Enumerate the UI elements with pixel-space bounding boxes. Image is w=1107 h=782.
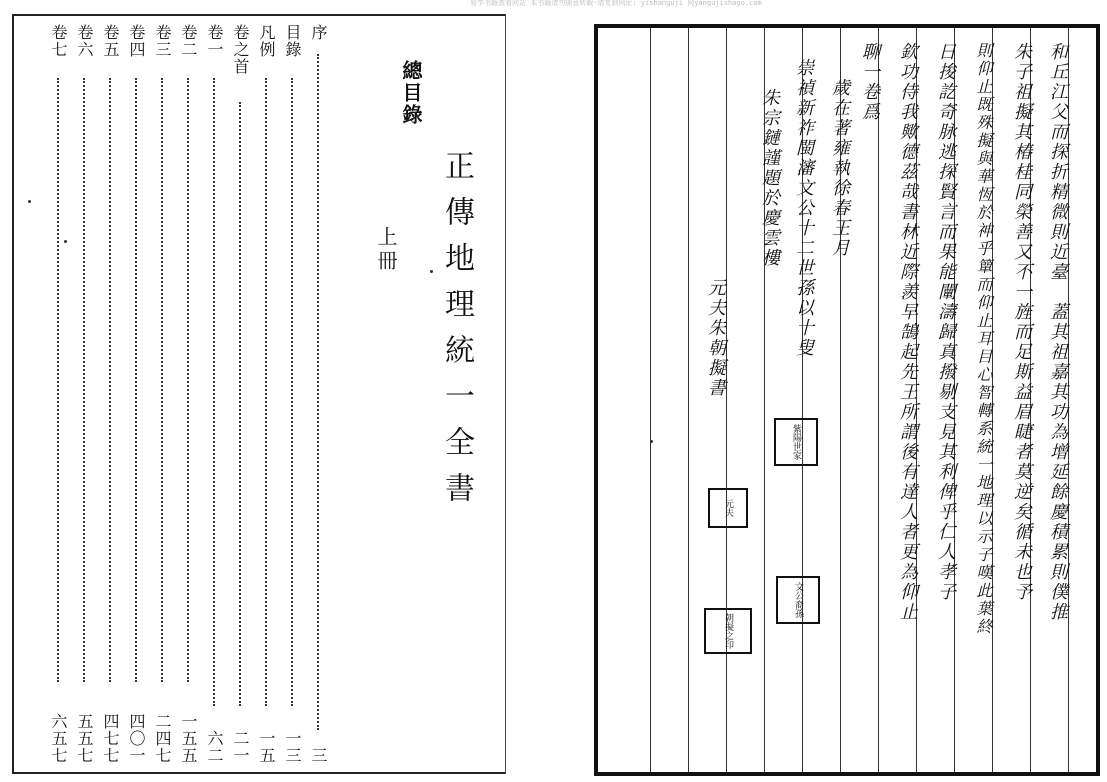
seal-stamp: 元夫 (708, 488, 748, 528)
seal-stamp: 朝擬之印 (704, 608, 752, 654)
toc-entry-page: 四七七 (101, 713, 120, 764)
preface-column: 聊一卷爲 (859, 42, 880, 122)
ink-speck (650, 440, 653, 443)
seal-stamp: 紫陽世家 (774, 418, 818, 466)
toc-entry-label: 目錄 (283, 24, 302, 58)
ink-speck (430, 270, 433, 273)
toc-entry-page: 六二 (205, 730, 224, 764)
preface-column: 和丘江父而探折精微則近臺 蓋其祖嘉其功為增延餘慶積累則僕推 (1047, 42, 1068, 622)
toc-entry-label: 卷一 (205, 24, 224, 58)
toc-entry-label: 凡例 (257, 24, 276, 58)
toc-leader-dots (83, 78, 85, 682)
toc-leader-dots (135, 78, 137, 682)
seal-stamp: 文公裔孫 (776, 576, 820, 624)
book-title: 正傳地理統一全書 (439, 150, 474, 518)
toc-entry-label: 序 (309, 24, 328, 41)
preface-column: 則仰止既殊擬與華恆於神乎簞而仰止耳目心智轉系統一地理以示子嘆此葉終 (974, 42, 993, 636)
toc-heading: 總目錄 (399, 60, 423, 126)
toc-leader-dots (187, 78, 189, 682)
right-page-preface (594, 24, 1100, 776)
toc-entry-page: 一五 (257, 730, 276, 764)
toc-leader-dots (239, 102, 241, 706)
toc-leader-dots (291, 78, 293, 706)
toc-entry-volume-2[interactable] (176, 24, 200, 764)
toc-entry-volume-7[interactable] (46, 24, 70, 764)
toc-list (14, 24, 508, 764)
preface-author-line: 崇禎新祚閩瀋文公十二世孫以十叟 (793, 58, 814, 358)
toc-entry-page: 四〇一 (127, 713, 146, 764)
ink-speck (64, 240, 67, 243)
toc-entry-label: 卷三 (153, 24, 172, 58)
toc-entry-page: 五五七 (75, 713, 94, 764)
column-rule (688, 28, 689, 772)
left-page-table-of-contents (12, 14, 510, 774)
toc-entry-page: 二一 (231, 730, 250, 764)
toc-entry-page: 二四七 (153, 713, 172, 764)
toc-entry-volume-3[interactable] (150, 24, 174, 764)
toc-entry-volume-1[interactable] (202, 24, 226, 764)
toc-entry-conventions[interactable] (254, 24, 278, 764)
toc-entry-page: 一三 (283, 730, 302, 764)
toc-entry-label: 卷之首 (231, 24, 250, 75)
toc-leader-dots (213, 78, 215, 706)
toc-leader-dots (57, 78, 59, 682)
toc-leader-dots (161, 78, 163, 682)
toc-entry-volume-4[interactable] (124, 24, 148, 764)
preface-column: 欽功侍我歟德茲哉書林近際羨早鵠起先王所謂後有達人者更為仰止 (897, 42, 918, 622)
column-rule (878, 28, 879, 772)
toc-entry-label: 卷五 (101, 24, 120, 58)
toc-leader-dots (265, 78, 267, 706)
column-rule (726, 28, 727, 772)
toc-entry-label: 卷六 (75, 24, 94, 58)
toc-leader-dots (317, 54, 319, 730)
toc-entry-volume-5[interactable] (98, 24, 122, 764)
toc-entry-contents[interactable] (280, 24, 304, 764)
toc-entry-label: 卷四 (127, 24, 146, 58)
toc-entry-volume-6[interactable] (72, 24, 96, 764)
toc-entry-preface[interactable] (306, 24, 330, 764)
ink-speck (28, 200, 31, 203)
preface-column: 朱子祖擬其椿桂同榮善又不一旌而足斯益眉睫者莫逆矣循未也予 (1011, 42, 1032, 602)
preface-signature-line: 朱宗鏈謹題於慶雲樓 (759, 88, 780, 268)
column-rule (650, 28, 651, 772)
page-gutter (505, 14, 516, 774)
toc-entry-page: 三 (309, 747, 328, 764)
toc-entry-label: 卷二 (179, 24, 198, 58)
volume-label: 上冊 (374, 226, 398, 274)
preface-calligrapher-line: 元夫朱朝擬書 (705, 278, 726, 398)
preface-column: 日捘訖奇脉逃探賢言而果能闡濤歸真撥剔支見其利俾乎仁人孝子 (935, 42, 956, 602)
toc-entry-page: 一五五 (179, 713, 198, 764)
toc-entry-page: 六五七 (49, 713, 68, 764)
preface-date-line: 歲在著雍執徐春王月 (829, 78, 850, 258)
toc-leader-dots (109, 78, 111, 682)
watermark-text: 易学书籍查看网站 本书籍请勿随意转载-请复制网址: yishanguji 网yangujishago.com (470, 0, 762, 7)
toc-entry-label: 卷七 (49, 24, 68, 58)
toc-entry-volume-head[interactable] (228, 24, 252, 764)
